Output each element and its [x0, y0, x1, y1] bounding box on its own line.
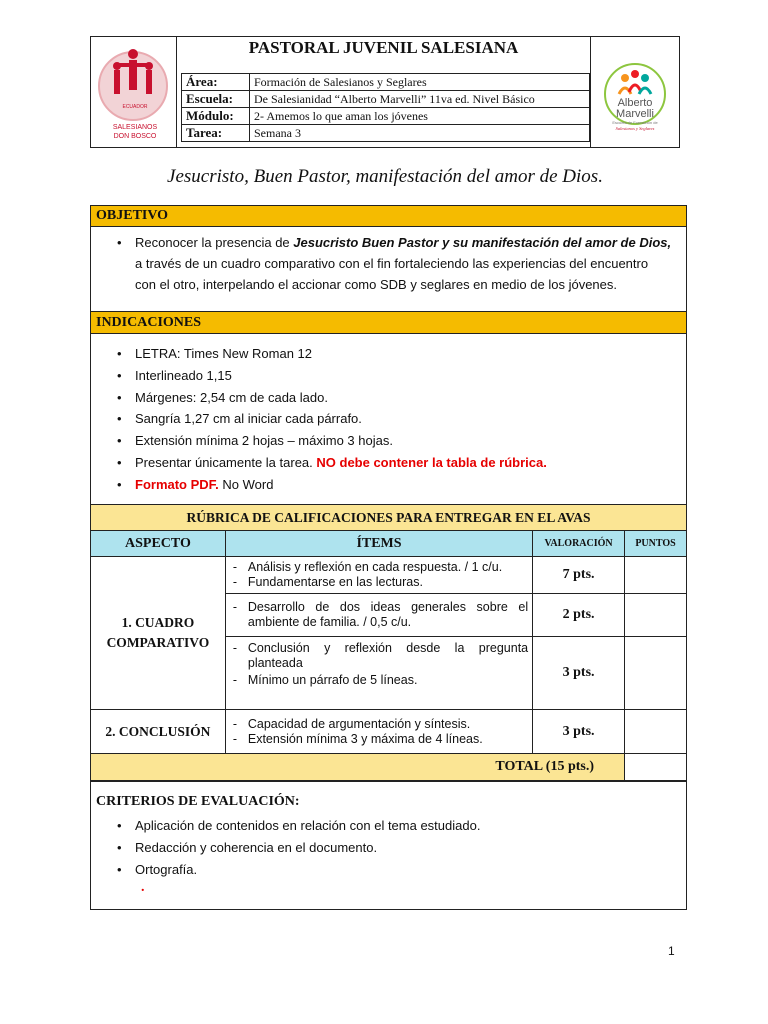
criterios-section [90, 781, 687, 910]
list-item [111, 474, 681, 496]
modulo-label: Módulo: [182, 108, 250, 125]
valoracion-cell: 7 pts. [533, 557, 625, 594]
objetivo-line3: con el otro, interpelando el accionar como SDB y seglares en medio de los jóvenes. [135, 277, 617, 292]
item-text: - Mínimo un párrafo de 5 líneas. [230, 673, 528, 688]
col-aspecto: ASPECTO [91, 531, 226, 557]
svg-text:Salesianos y Seglares: Salesianos y Seglares [615, 126, 655, 131]
list-item: • Ortografía. [111, 859, 681, 881]
puntos-cell [625, 637, 687, 710]
table-row [91, 505, 687, 531]
item-text: - Desarrollo de dos ideas generales sobre el ambiente de familia. / 0,5 c/u. [230, 600, 528, 630]
objetivo-section [90, 226, 687, 312]
puntos-cell [625, 710, 687, 754]
total-puntos-cell [625, 754, 687, 781]
list-item: • Márgenes: 2,54 cm de cada lado. [111, 387, 681, 409]
item-text: - Fundamentarse en las lecturas. [230, 575, 528, 590]
table-row [91, 710, 687, 754]
course-info-table [181, 73, 590, 142]
rubric-table [90, 504, 687, 781]
table-row [182, 74, 590, 91]
list-item: • Redacción y coherencia en el documento. [111, 837, 681, 859]
svg-text:Marvelli: Marvelli [616, 108, 654, 120]
salesianos-logo [90, 36, 177, 148]
aspect1-line1: 1. CUADRO [121, 615, 195, 630]
tarea-value: Semana 3 [250, 125, 590, 142]
list-item: • Extensión mínima 2 hojas – máximo 3 hojas. [111, 430, 681, 452]
valoracion-cell: 3 pts. [533, 710, 625, 754]
table-row [91, 557, 687, 594]
alberto-marvelli-logo [590, 36, 680, 148]
criterios-heading: CRITERIOS DE EVALUACIÓN: [96, 794, 300, 809]
svg-text:SALESIANOS: SALESIANOS [112, 124, 158, 131]
area-value: Formación de Salesianos y Seglares [250, 74, 590, 91]
puntos-cell [625, 557, 687, 594]
table-row [182, 108, 590, 125]
list-item [111, 232, 681, 295]
svg-text:Escuela de Formación de: Escuela de Formación de [612, 120, 658, 125]
item-text: - Análisis y reflexión en cada respuesta. / 1 c/u. [230, 560, 528, 575]
item-text: - Conclusión y reflexión desde la pregunta planteada [230, 641, 528, 671]
document-title: PASTORAL JUVENIL SALESIANA [248, 38, 519, 57]
no-word: No Word [218, 476, 274, 492]
svg-text:DON BOSCO: DON BOSCO [113, 133, 157, 140]
aspect1-line2: COMPARATIVO [106, 635, 210, 650]
escuela-value: De Salesianidad “Alberto Marvelli” 11va ed. Nivel Básico [250, 91, 590, 108]
objetivo-heading: OBJETIVO [90, 205, 687, 227]
item-text: - Capacidad de argumentación y síntesis. [230, 717, 528, 732]
items-cell [225, 710, 532, 754]
indicaciones-heading: INDICACIONES [90, 311, 687, 334]
indicaciones-section [90, 333, 687, 505]
assignment-subtitle: Jesucristo, Buen Pastor, manifestación del amor de Dios. [167, 166, 603, 187]
indicacion-warning: NO debe contener la tabla de rúbrica. [316, 454, 547, 470]
col-items: ÍTEMS [225, 531, 532, 557]
aspect-cuadro-comparativo [91, 557, 226, 710]
svg-text:Alberto: Alberto [617, 97, 653, 109]
tarea-label: Tarea: [182, 125, 250, 142]
aspect-conclusion: 2. CONCLUSIÓN [91, 710, 226, 754]
red-dot: . [141, 880, 145, 895]
total-label: TOTAL (15 pts.) [91, 754, 625, 781]
items-cell [225, 594, 532, 637]
modulo-value: 2- Amemos lo que aman los jóvenes [250, 108, 590, 125]
objetivo-line2: a través de un cuadro comparativo con el fin fortaleciendo las experiencias del encuentro [135, 256, 649, 271]
list-item: • Interlineado 1,15 [111, 365, 681, 387]
rubric-title: RÚBRICA DE CALIFICACIONES PARA ENTREGAR EN EL AVAS [91, 505, 687, 531]
page-number: 1 [668, 944, 675, 958]
indicacion-text: Presentar únicamente la tarea. [135, 454, 317, 470]
table-row [91, 531, 687, 557]
table-row [182, 91, 590, 108]
table-row [182, 125, 590, 142]
formato-pdf: Formato PDF. [135, 476, 219, 492]
valoracion-cell: 3 pts. [533, 637, 625, 710]
items-cell [225, 637, 532, 710]
objetivo-text-pre: Reconocer la presencia de [135, 235, 294, 250]
items-cell [225, 557, 532, 594]
puntos-cell [625, 594, 687, 637]
valoracion-cell: 2 pts. [533, 594, 625, 637]
item-text: - Extensión mínima 3 y máxima de 4 líneas. [230, 732, 528, 747]
list-item [111, 452, 681, 474]
svg-text:ECUADOR: ECUADOR [122, 104, 148, 110]
table-row [91, 754, 687, 781]
objetivo-text-bold: Jesucristo Buen Pastor y su manifestación del amor de Dios, [293, 235, 672, 250]
col-valoracion: VALORACIÓN [533, 531, 625, 557]
area-label: Área: [182, 74, 250, 91]
escuela-label: Escuela: [182, 91, 250, 108]
list-item: • Sangría 1,27 cm al iniciar cada párrafo. [111, 408, 681, 430]
col-puntos: PUNTOS [625, 531, 687, 557]
list-item: • Aplicación de contenidos en relación con el tema estudiado. [111, 815, 681, 837]
list-item: • LETRA: Times New Roman 12 [111, 343, 681, 365]
